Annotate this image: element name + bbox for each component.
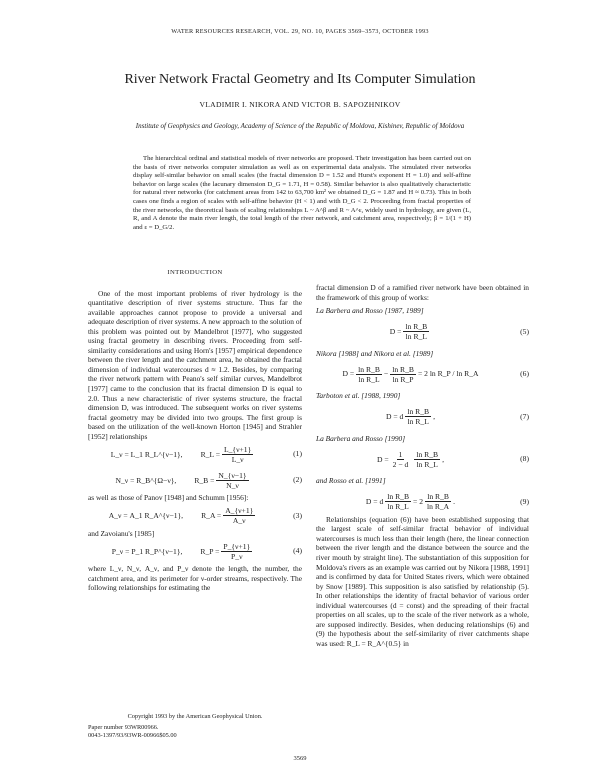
equation-3 [88, 503, 302, 529]
footnote [88, 713, 302, 739]
equation-4-ratio-label: R_P = [200, 546, 220, 556]
equation-2-numerator: N_{ν−1} [218, 470, 247, 480]
equation-8-post: , [442, 454, 444, 464]
abstract: The hierarchical ordinal and statistical models of river networks are proposed. Their investigation has been carried out on the basis of river networks computer simulation as well as on experimental data analysis. The simulated river networks display self-similar behavior on small scales (the fractal dimension D = 1.52 and Hurst's exponent H = 1.0) and self-affine behavior on large scales (the lacunary dimension D_G = 1.71, H = 0.58). Similar behavior is also qualitatively characteristic for natural river networks (for catchment areas from 142 to 63,700 km² we obtained D_G = 1.87 and H ≈ 0.73). This in both cases one finds a region of scales with self-affine behavior (H < 1) and with D_G < 2. Proceeding from fractal properties of the river networks, the theoretical basis of scaling relationships L ~ A^β and R ~ A^ε, widely used in hydrology, are given (L, R, and A denote the main river length, the total length of the river network, and catchment area, respectively; β = 1/(1 + H) and ε = D_G/2. [133, 155, 471, 231]
equation-4-numerator: P_{ν+1} [223, 541, 251, 551]
equation-4-number: (4) [293, 546, 302, 556]
equation-9-denominator-1: ln R_L [387, 502, 409, 512]
equation-2 [88, 467, 302, 493]
equation-5 [316, 319, 529, 345]
equation-4-lhs: P_ν = P_1 R_P^{ν−1}, [111, 546, 183, 556]
equation-8-denominator-2: ln R_L [416, 459, 438, 469]
affiliation: Institute of Geophysics and Geology, Academy of Science of the Republic of Moldova, Kishinev, Republic of Moldova [135, 122, 465, 130]
equation-4-denominator: P_ν [231, 551, 243, 561]
running-header: WATER RESOURCES RESEARCH, VOL. 29, NO. 10, PAGES 3569–3573, OCTOBER 1993 [171, 28, 429, 35]
equation-9-denominator-2: ln R_A [427, 502, 450, 512]
equation-7-pre: D = d [385, 411, 404, 421]
equation-6 [316, 361, 529, 387]
equation-1-denominator: L_ν [231, 454, 244, 464]
equation-8-number: (8) [520, 454, 529, 464]
equation-9-pre: D = d [365, 497, 384, 507]
equation-6-numerator-2: ln R_B [392, 364, 414, 374]
copyright-notice: Copyright 1993 by the American Geophysical Union. [127, 713, 263, 720]
right-paragraph-end: Relationships (equation (6)) have been established supposing that the largest scale of self-similar fractal behavior of individual watercourses is much less than their length (here, the linear connection between the river length and the distance between the source and the river mouth by straight line). The substantiation of this supposition for Moldova's rivers as an example was carried out by Nikora [1988, 1991] and is confirmed by data for United States rivers, which were obtained by Snow [1989]. This supposition is also satisfied by relationship (5). In other relationships the identity of fractal behavior of various order individual watercourses (d = const) and the spreading of their fractal properties on all scales, up to the scale of the river network as a whole, are supposed indirectly. Besides, when deducing relationships (6) and (9) the hypothesis about the self-similarity of river catchments shape was used: R_L = R_A^{0.5} in [316, 514, 529, 648]
equation-5-denominator: ln R_L [405, 332, 427, 342]
equation-2-ratio-label: R_B = [194, 475, 215, 485]
equation-5-numerator: ln R_B [405, 322, 428, 332]
equation-1-numerator: L_{ν+1} [224, 444, 252, 454]
equation-8-numerator-1: 1 [398, 449, 403, 459]
equation-3-number: (3) [293, 510, 302, 520]
right-paragraph-0: fractal dimension D of a ramified river network have been obtained in the framework of this group of works: [316, 283, 529, 302]
intro-paragraph-2: as well as those of Panov [1948] and Schumm [1956]: [88, 493, 249, 503]
equation-8 [316, 446, 529, 472]
equation-3-denominator: A_ν [232, 516, 246, 526]
equation-9 [316, 489, 529, 515]
intro-paragraph-4: where L_ν, N_ν, A_ν, and P_ν denote the length, the number, the catchment area, and its perimeter for ν-order streams, respectively. The following relationships for estimating the [88, 564, 302, 593]
authors: VLADIMIR I. NIKORA AND VICTOR B. SAPOZHNIKOV [199, 100, 401, 109]
right-column [316, 283, 529, 648]
equation-6-pre: D = [342, 369, 355, 379]
equation-5-number: (5) [520, 326, 529, 336]
citation-rosso: and Rosso et al. [1991] [316, 476, 386, 486]
equation-5-pre: D = [389, 326, 402, 336]
paper-title: River Network Fractal Geometry and Its Computer Simulation [124, 72, 476, 87]
equation-3-lhs: A_ν = A_1 R_A^{ν−1}, [108, 511, 184, 521]
equation-6-denominator-2: ln R_P [392, 374, 414, 384]
equation-3-numerator: A_{ν+1} [225, 506, 254, 516]
equation-1-number: (1) [293, 449, 302, 459]
equation-7-post: , [433, 411, 435, 421]
equation-1-ratio-label: R_L = [200, 449, 220, 459]
equation-2-number: (2) [293, 475, 302, 485]
intro-paragraph-3: and Zavoianu's [1985] [88, 528, 155, 538]
left-column [88, 268, 302, 593]
page-number: 3569 [293, 755, 307, 762]
equation-6-number: (6) [520, 369, 529, 379]
equation-8-numerator-2: ln R_B [416, 449, 439, 459]
equation-1 [88, 441, 302, 467]
intro-paragraph-1: One of the most important problems of river hydrology is the quantitative description of river systems structure. Thus far the available approaches cannot propose to provide a universal and adequate description of river systems. A new approach to the solution of this problem was pointed out by Mandelbrot [1977], who suggested using fractal geometry in describing rivers. Proceeding from self-similarity considerations and using Horn's [1957] empirical dependence between the river length and the catchment area, he obtained the fractal dimension of individual watercourses d ≈ 1.2. Besides, by comparing the river network pattern with Peano's self similar curves, Mandelbrot [1977] came to the conclusion that its fractal dimension D is equal to 2.0. Thus a new characteristic of river systems structure, the fractal dimension D, was introduced. The subsequent works on river systems fractal geometry may be divided into two groups. The first group is based on the utilization of the well-known Horton [1945] and Strahler [1952] relationships [88, 288, 302, 441]
equation-7-number: (7) [520, 411, 529, 421]
equation-2-denominator: N_ν [226, 480, 239, 490]
equation-9-numerator-1: ln R_B [387, 492, 410, 502]
equation-6-denominator-1: ln R_L [358, 374, 380, 384]
equation-8-pre: D = [377, 454, 389, 464]
section-heading-introduction: INTRODUCTION [167, 269, 223, 276]
equation-7 [316, 404, 529, 430]
citation-la-barbera-rosso-1990: La Barbera and Rosso [1990] [316, 433, 406, 443]
equation-9-post: . [453, 497, 456, 507]
equation-6-numerator-1: ln R_B [358, 364, 380, 374]
equation-4 [88, 538, 302, 564]
equation-9-mid: = 2 [413, 497, 424, 507]
citation-nikora: Nikora [1988] and Nikora et al. [1989] [316, 348, 434, 358]
equation-6-mid: − [383, 369, 389, 379]
equation-7-numerator: ln R_B [407, 407, 430, 417]
equation-9-number: (9) [520, 496, 529, 506]
citation-la-barbera-rosso-1987: La Barbera and Rosso [1987, 1989] [316, 306, 424, 316]
equation-3-ratio-label: R_A = [201, 511, 222, 521]
citation-tarboton: Tarboton et al. [1988, 1990] [316, 391, 401, 401]
equation-2-lhs: N_ν = R_B^{Ω−ν}, [115, 475, 177, 485]
paper-number: Paper number 93WR00966. [88, 723, 159, 731]
equation-1-lhs: L_ν = L_1 R_L^{ν−1}, [110, 449, 183, 459]
equation-7-denominator: ln R_L [407, 417, 429, 427]
issn-code: 0043-1397/93/93WR-00966$05.00 [88, 731, 177, 739]
equation-8-denominator-1: 2 − d [392, 459, 409, 469]
equation-6-post: = 2 ln R_P / ln R_A [417, 369, 479, 379]
equation-9-numerator-2: ln R_B [427, 492, 449, 502]
